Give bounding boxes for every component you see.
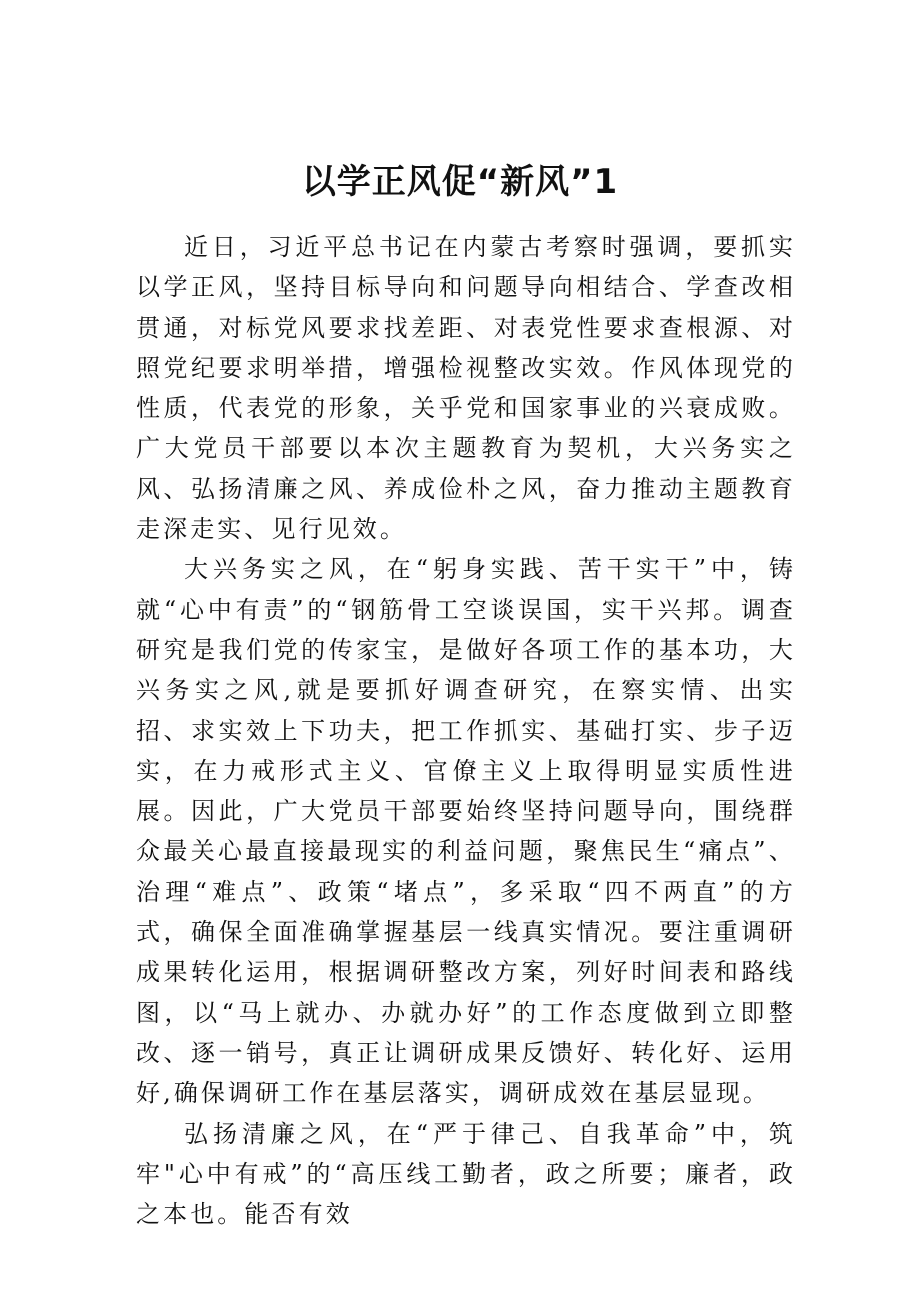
paragraph-pragmatic-style: 大兴务实之风，在“躬身实践、苦干实干”中，铸就“心中有责”的“钢筋骨工空谈误国，实干兴邦。调查研究是我们党的传家宝，是做好各项工作的基本功，大兴务实之风,就是要抓好调查研究，在察实情、出实招、求实效上下功夫，把工作抓实、基础打实、步子迈实，在力戒形式主义、官僚主义上取得明显实质性进展。因此，广大党员干部要始终坚持问题导向，围绕群众最关心最直接最现实的利益问题，聚焦民生“痛点”、治理“难点”、政策“堵点”，多采取“四不两直”的方式，确保全面准确掌握基层一线真实情况。要注重调研成果转化运用，根据调研整改方案，列好时间表和路线图，以“马上就办、办就办好”的工作态度做到立即整改、逐一销号，真正让调研成果反馈好、转化好、运用好,确保调研工作在基层落实，调研成效在基层显现。 <box>136 555 796 1108</box>
paragraph-intro: 近日，习近平总书记在内蒙古考察时强调，要抓实以学正风，坚持目标导向和问题导向相结合、学查改相贯通，对标党风要求找差距、对表党性要求查根源、对照党纪要求明举措，增强检视整改实效。作风体现党的性质，代表党的形象，关乎党和国家事业的兴衰成败。广大党员干部要以本次主题教育为契机，大兴务实之风、弘扬清廉之风、养成俭朴之风，奋力推动主题教育走深走实、见行见效。 <box>136 233 796 544</box>
paragraph-integrity-style: 弘扬清廉之风，在“严于律己、自我革命”中，筑牢"心中有戒”的“高压线工勤者，政之所要；廉者，政之本也。能否有效 <box>136 1119 796 1229</box>
document-title: 以学正风促“新风”1 <box>301 162 619 202</box>
document-body <box>136 227 796 1234</box>
